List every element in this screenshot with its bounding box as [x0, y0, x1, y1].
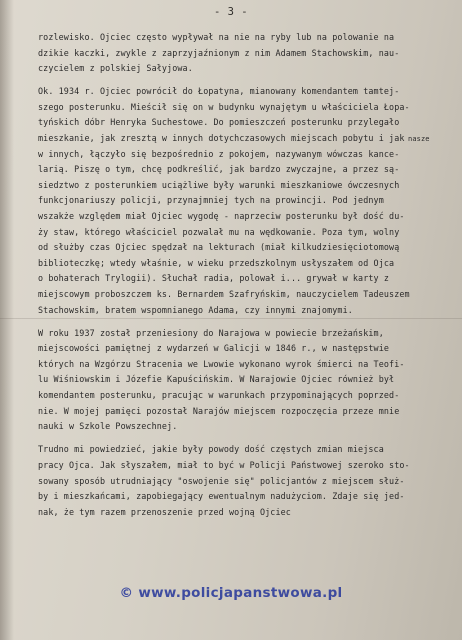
text-line: w innych, łączyło się bezpośrednio z pokojem, nazywanym wówczas kance- [38, 148, 400, 159]
page-edge-shadow [0, 0, 14, 640]
text-line: miejscowym proboszczem ks. Bernardem Szafryńskim, nauczycielem Tadeuszem [38, 289, 410, 299]
text-line: tyńskich dóbr Henryka Suchestowe. Do pomieszczeń posterunku przylegało [38, 117, 400, 128]
text-line: komendantem posterunku, pracując w warunkach przypominających poprzed- [38, 390, 400, 401]
watermark-text: © www.policjapanstwowa.pl [119, 585, 343, 601]
text-line: o bohaterach Trylogii). Słuchał radia, polował i... grywał w karty z [38, 273, 390, 284]
text-line: siedztwo z posterunkiem uciążliwe były warunki mieszkaniowe ówczesnych [38, 179, 400, 190]
text-line: lu Wiśniowskim i Józefie Kapuścińskim. W Narajowie Ojciec również był [38, 374, 395, 385]
text-line: szego posterunku. Mieścił się on w budynku wynajętym u właściciela Łopa- [38, 101, 410, 112]
text-line: by i mieszkańcami, zapobiegający ewentualnym nadużyciom. Zdaje się jed- [38, 491, 405, 502]
text-line: nie. W mojej pamięci pozostał Narajów miejscem rozpoczęcia przeze mnie [38, 405, 400, 416]
text-line: rozlewisko. Ojciec często wypływał na nie na ryby lub na polowanie na [38, 32, 395, 42]
text-line: biblioteczkę; wtedy właśnie, w wieku przedszkolnym usłyszałem od Ojca [38, 257, 395, 268]
text-line: nauki w Szkole Powszechnej. [38, 421, 178, 432]
text-line: funkcjonariuszy policji, przynajmniej tych na prowincji. Pod jednym [38, 195, 384, 206]
text-line: mieszkanie, jak zresztą w innych dotychczasowych miejscach pobytu i jak [38, 133, 405, 144]
text-line: W roku 1937 został przeniesiony do Narajowa w powiecie brzeżańskim, [38, 327, 384, 338]
text-line: nak, że tym razem przenoszenie przed wojną Ojciec [38, 506, 291, 517]
typewritten-text [38, 30, 438, 528]
text-line: pracy Ojca. Jak słyszałem, miał to być w Policji Państwowej szeroko sto- [38, 459, 410, 470]
paragraph-1 [38, 30, 438, 77]
paragraph-3 [38, 326, 438, 435]
text-line: których na Wzgórzu Stracenia we Lwowie wykonano wyrok śmierci na Teofi- [38, 358, 405, 369]
paragraph-2 [38, 84, 438, 318]
page-number: - 3 - [213, 6, 249, 18]
text-line: ży staw, którego właściciel pozwalał mu na wędkowanie. Poza tym, wolny [38, 226, 400, 237]
text-line: wszakże względem miał Ojciec wygodę - naprzeciw posterunku był dość du- [38, 211, 405, 222]
text-line: od służby czas Ojciec spędzał na lekturach (miał kilkudziesięciotomową [38, 242, 400, 253]
text-line: dzikie kaczki, zwykle z zaprzyjaźnionym z nim Adamem Stachowskim, nau- [38, 47, 400, 58]
text-line: Stachowskim, bratem wspomnianego Adama, czy innymi znajomymi. [38, 304, 353, 315]
text-line: miejscowości pamiętnej z wydarzeń w Galicji w 1846 r., w następstwie [38, 343, 390, 354]
interline-correction: nasze [408, 135, 430, 143]
paragraph-4 [38, 442, 438, 520]
text-line: larią. Piszę o tym, chcę podkreślić, jak bardzo zwyczajne, a przez są- [38, 164, 400, 175]
text-line: sowany sposób utrudniający "oswojenie się" policjantów z miejscem służ- [38, 475, 405, 486]
text-line: Trudno mi powiedzieć, jakie były powody dość częstych zmian miejsca [38, 444, 384, 455]
text-line: czycielem z polskiej Sałyjowa. [38, 63, 193, 74]
text-line: Ok. 1934 r. Ojciec powrócił do Łopatyna, mianowany komendantem tamtej- [38, 86, 400, 97]
